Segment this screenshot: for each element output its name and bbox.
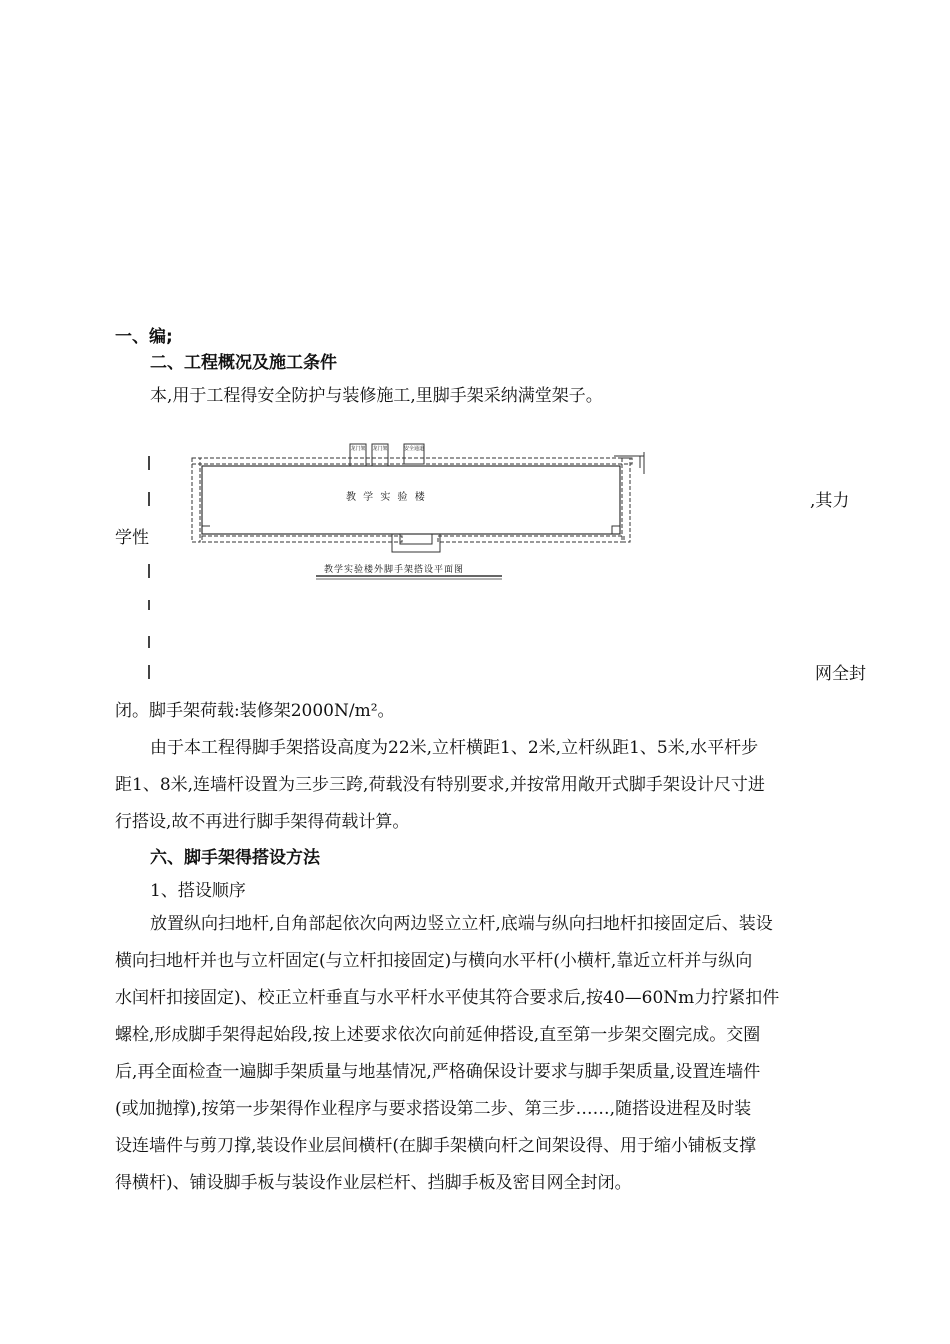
paragraph-load: 闭。脚手架荷载:装修架2000N/m²。	[115, 701, 395, 721]
paragraph-method-line-8: 得横杆)、铺设脚手板与装设作业层栏杆、挡脚手板及密目网全封闭。	[115, 1173, 632, 1193]
text-remnant	[148, 665, 156, 679]
paragraph-method-line-4: 螺栓,形成脚手架得起始段,按上述要求依次向前延伸搭设,直至第一步架交圈完成。交圈	[115, 1025, 761, 1045]
paragraph-intro: 本,用于工程得安全防护与装修施工,里脚手架采纳满堂架子。	[150, 386, 603, 406]
building-label: 教 学 实 验 楼	[346, 492, 427, 503]
paragraph-method-line-6: (或加抛撑),按第一步架得作业程序与要求搭设第二步、第三步……,随搭设进程及时装	[115, 1099, 752, 1119]
text-remnant	[148, 600, 156, 610]
heading-section-6: 六、脚手架得搭设方法	[150, 848, 320, 868]
gantry-label-1: 龙门架	[350, 446, 366, 452]
figure-caption: 教学实验楼外脚手架搭设平面图	[324, 565, 465, 575]
paragraph-calc-line-1: 由于本工程得脚手架搭设高度为22米,立杆横距1、2米,立杆纵距1、5米,水平杆步	[150, 738, 759, 758]
paragraph-method-line-5: 后,再全面检查一遍脚手架质量与地基情况,严格确保设计要求与脚手架质量,设置连墙件	[115, 1062, 761, 1082]
scaffold-plan-figure	[150, 438, 670, 588]
paragraph-calc-line-2: 距1、8米,连墙杆设置为三步三跨,荷载没有特别要求,并按常用敞开式脚手架设计尺寸进	[115, 775, 765, 795]
subheading-sequence: 1、搭设顺序	[150, 881, 246, 901]
paragraph-method-line-3: 水闰杆扣接固定)、校正立杆垂直与水平杆水平使其符合要求后,按40—60Nm力拧紧扣件	[115, 988, 780, 1008]
heading-section-1: 一、编;	[115, 327, 173, 347]
heading-section-2: 二、工程概况及施工条件	[150, 353, 337, 373]
paragraph-method-line-7: 设连墙件与剪刀撑,装设作业层间横杆(在脚手架横向杆之间架设得、用于缩小铺板支撑	[115, 1136, 757, 1156]
gantry-label-2: 龙门架	[372, 446, 388, 452]
paragraph-calc-line-3: 行搭设,故不再进行脚手架得荷载计算。	[115, 812, 410, 832]
text-remnant	[148, 636, 156, 648]
safety-passage-label: 安全通道	[404, 446, 425, 452]
text-fragment-left-1: 学性	[115, 528, 149, 548]
paragraph-method-line-1: 放置纵向扫地杆,自角部起依次向两边竖立立杆,底端与纵向扫地杆扣接固定后、装设	[150, 914, 773, 934]
text-fragment-right-2: 网全封	[815, 664, 866, 684]
paragraph-method-line-2: 横向扫地杆并也与立杆固定(与立杆扣接固定)与横向水平杆(小横杆,靠近立杆并与纵向	[115, 951, 753, 971]
text-fragment-right-1: ,其力	[810, 491, 850, 511]
